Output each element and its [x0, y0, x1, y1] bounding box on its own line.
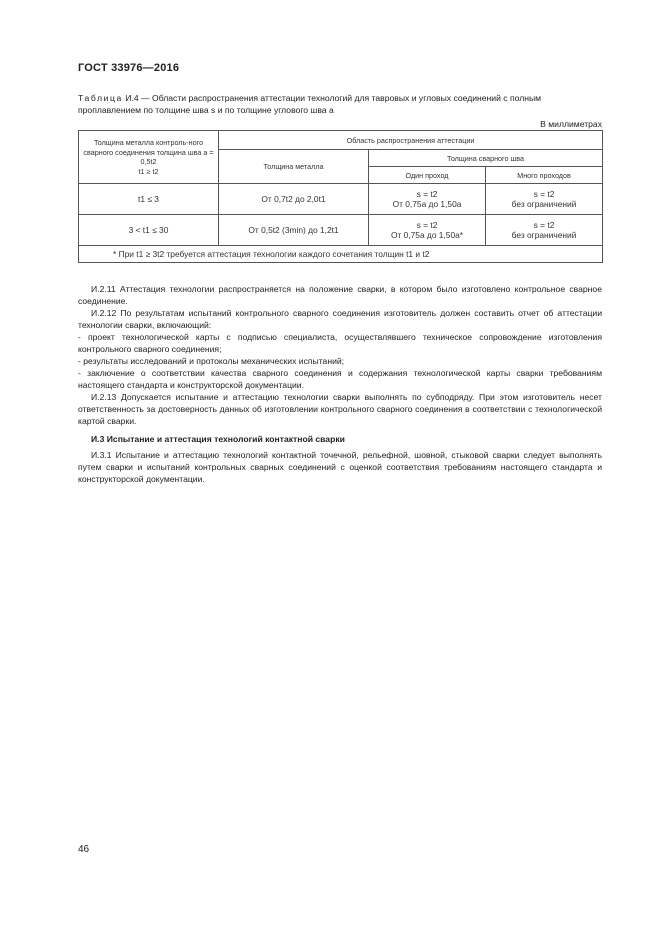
cell-multi-pass-line1: s = t2	[533, 220, 555, 230]
body-text	[78, 283, 602, 485]
cell-multi-pass-line2: без ограничений	[511, 230, 577, 240]
header-one-pass: Один проход	[369, 167, 486, 184]
paragraph-2-13: И.2.13 Допускается испытание и аттестацию технологии сварки выполнять по субподряду. При этом изготовитель несет ответственность за достоверность данных об изготовлении контрольного сварного соединения в соответствии с технологической картой сварки.	[78, 392, 602, 426]
cell-metal: От 0,7t2 до 2,0t1	[219, 184, 369, 215]
header-thickness-control-text: Толщина металла контроль-ного сварного соединения толщина шва a = 0,5t2	[83, 138, 214, 166]
table-row	[79, 215, 603, 246]
cell-one-pass	[369, 215, 486, 246]
table-caption-label: Таблица	[78, 93, 123, 103]
list-item: - заключение о соответствии качества сварного соединения и содержания технологической карты сварки требованиям настоящего стандарта и конструкторской документации.	[78, 368, 602, 390]
header-thickness-control-cond: t1 ≥ t2	[138, 166, 159, 176]
cell-one-pass-line2: От 0,75a до 1,50a	[392, 199, 462, 209]
cell-one-pass-line1: s = t2	[416, 189, 438, 199]
header-metal-thickness: Толщина металла	[219, 150, 369, 184]
cell-multi-pass-line2: без ограничений	[511, 199, 577, 209]
header-scope: Область распространения аттестации	[219, 131, 603, 150]
list-item: - проект технологической карты с подписью специалиста, осуществлявшего техническое сопровождение изготовления контрольного сварного соединения;	[78, 332, 602, 354]
cell-condition: 3 < t1 ≤ 30	[79, 215, 219, 246]
table-caption	[78, 92, 598, 116]
cell-one-pass-line2: От 0,75a до 1,50a*	[390, 230, 464, 240]
attestation-table	[78, 130, 603, 263]
header-weld-thickness: Толщина сварного шва	[369, 150, 603, 167]
units-note: В миллиметрах	[540, 119, 602, 129]
cell-metal: От 0,5t2 (3min) до 1,2t1	[219, 215, 369, 246]
cell-condition: t1 ≤ 3	[79, 184, 219, 215]
cell-multi-pass-line1: s = t2	[533, 189, 555, 199]
section-heading: И.3 Испытание и аттестация технологий контактной сварки	[91, 434, 345, 444]
list-item: - результаты исследований и протоколы механических испытаний;	[78, 356, 345, 366]
document-header: ГОСТ 33976—2016	[78, 62, 180, 74]
table-row	[79, 184, 603, 215]
header-thickness-control	[79, 131, 219, 184]
paragraph-2-12: И.2.12 По результатам испытаний контрольного сварного соединения изготовитель должен составить отчет об аттестации технологии сварки, включающий:	[78, 308, 602, 330]
paragraph-3-1: И.3.1 Испытание и аттестацию технологий контактной точечной, рельефной, шовной, стыковой сварки следует выполнять путем сварки и испытаний контрольных сварных соединений с оценкой соответствия требованиям настоящего стандарта и конструкторской документации.	[78, 450, 602, 484]
header-multi-pass: Много проходов	[486, 167, 603, 184]
table-caption-text: И.4 — Области распространения аттестации технологий для тавровых и угловых соединений с полным проплавлением по толщине шва s и по толщине углового шва a	[78, 93, 542, 115]
cell-one-pass-line1: s = t2	[416, 220, 438, 230]
page-number: 46	[78, 844, 90, 855]
table-footnote: * При t1 ≥ 3t2 требуется аттестация технологии каждого сочетания толщин t1 и t2	[79, 246, 603, 263]
paragraph-2-11: И.2.11 Аттестация технологии распространяется на положение сварки, в котором было изготовлено контрольное сварное соединение.	[78, 284, 602, 306]
cell-multi-pass	[486, 215, 603, 246]
cell-multi-pass	[486, 184, 603, 215]
cell-one-pass	[369, 184, 486, 215]
